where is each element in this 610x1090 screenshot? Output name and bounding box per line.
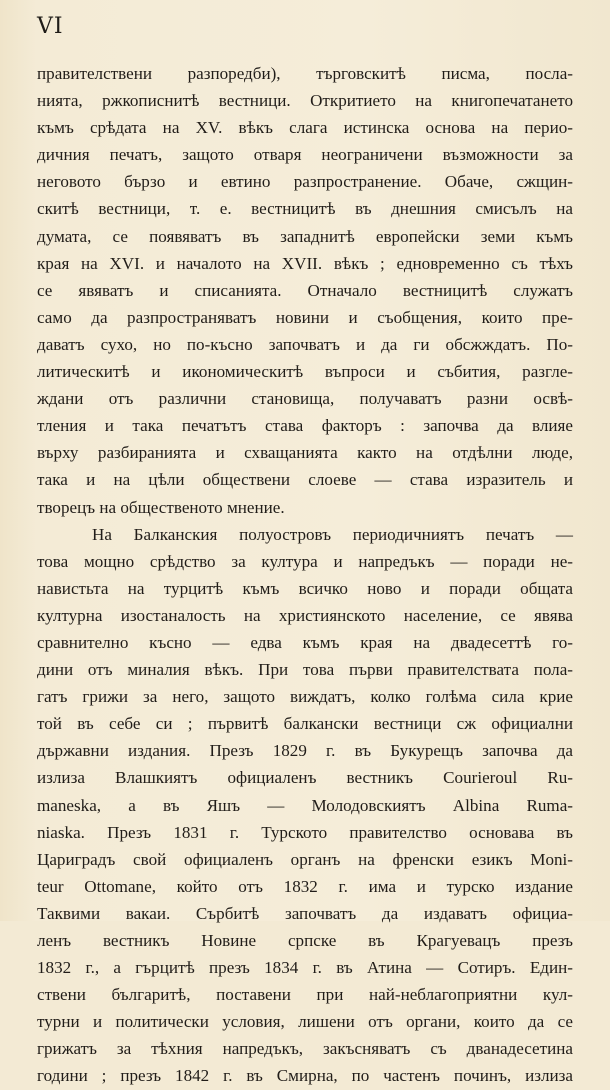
text-line: дини отъ миналия вѣкъ. При това първи правителствата пола-: [37, 660, 573, 680]
text-line: думата, се появяватъ въ западнитѣ европейски земи къмъ: [37, 226, 573, 246]
text-line: турни и политически условия, лишени отъ органи, които да се: [37, 1012, 573, 1032]
text-line: неговото бързо и евтино разпространение. Обаче, сжщин-: [37, 172, 573, 192]
paragraph-end-line: творецъ на общественото мнение.: [37, 497, 285, 517]
text-line: върху разбиранията и схващанията както на отдѣлни люде,: [37, 443, 573, 463]
text-line: края на XVI. и началото на XVII. вѣкъ ; едновременно съ тѣхъ: [37, 253, 573, 273]
text-line: niaska. Презъ 1831 г. Турското правителство основава въ: [37, 822, 573, 842]
text-line: ленъ вестникъ Новине српске въ Крагуевацъ презъ: [37, 931, 573, 950]
text-line: тления и така печатътъ става факторъ : започва да влияе: [37, 416, 573, 436]
text-line: скитѣ вестници, т. е. вестницитѣ въ днешния смисълъ на: [37, 199, 573, 219]
text-line: правителствени разпоредби), търговскитѣ писма, посла-: [37, 64, 573, 83]
text-line: къмъ срѣдата на XV. вѣкъ слага истинска основа на перио-: [37, 118, 573, 138]
text-line: грижатъ за тѣхния напредъкъ, закъсняватъ съ дванадесетина: [37, 1039, 573, 1059]
text-line: Таквими вакаи. Сърбитѣ започватъ да издаватъ официа-: [37, 903, 573, 923]
text-line: нията, ржкописнитѣ вестници. Откритието на книгопечатането: [37, 91, 573, 111]
text-line: навистьта на турцитѣ къмъ всичко ново и поради общата: [37, 578, 573, 598]
body-text: [37, 60, 573, 1090]
text-line: години ; презъ 1842 г. въ Смирна, по частенъ починъ, излиза: [37, 1066, 573, 1086]
text-line: така и на цѣли обществени слоеве — става изразитель и: [37, 470, 573, 490]
text-line: teur Ottomane, който отъ 1832 г. има и турско издание: [37, 876, 573, 896]
text-line: Цариградъ свой официаленъ органъ на френски езикъ Moni-: [37, 849, 573, 869]
text-line: излиза Влашкиятъ официаленъ вестникъ Courierоul Ru-: [37, 768, 573, 788]
text-line: гатъ грижи за него, защото виждатъ, колко голѣма сила крие: [37, 687, 573, 707]
page-number: VI: [37, 14, 64, 39]
text-line: само да разпространяватъ новини и съобщения, които пре-: [37, 307, 573, 327]
text-line: maneska, а въ Яшъ — Молодовскиятъ Albina Ruma-: [37, 795, 573, 815]
text-line: 1832 г., а гърцитѣ презъ 1834 г. въ Атина — Сотиръ. Един-: [37, 958, 573, 978]
text-line: ствени българитѣ, поставени при най-неблагоприятни кул-: [37, 985, 573, 1005]
text-line: държавни издания. Презъ 1829 г. въ Букурещъ започва да: [37, 741, 573, 761]
text-line: ждани отъ различни становища, получаватъ разни освѣ-: [37, 389, 573, 409]
text-line: се явяватъ и списанията. Отначало вестницитѣ служатъ: [37, 280, 573, 300]
text-line: дичния печатъ, защото отваря неограничени възможности за: [37, 145, 573, 165]
paragraph-start-line: На Балканския полуостровъ периодичниятъ печатъ —: [92, 524, 573, 544]
text-line: литическитѣ и икономическитѣ въпроси и събития, разгле-: [37, 362, 573, 382]
text-line: културна изостаналость на християнското население, се явява: [37, 605, 573, 625]
text-line: той въ себе си ; първитѣ балкански вестници сж официални: [37, 714, 573, 734]
text-line: това мощно срѣдство за култура и напредъкъ — поради не-: [37, 551, 573, 571]
text-line: сравнително късно — едва къмъ края на двадесеттѣ го-: [37, 632, 573, 652]
text-line: даватъ сухо, но по-късно започватъ и да ги обсжждатъ. По-: [37, 334, 573, 354]
